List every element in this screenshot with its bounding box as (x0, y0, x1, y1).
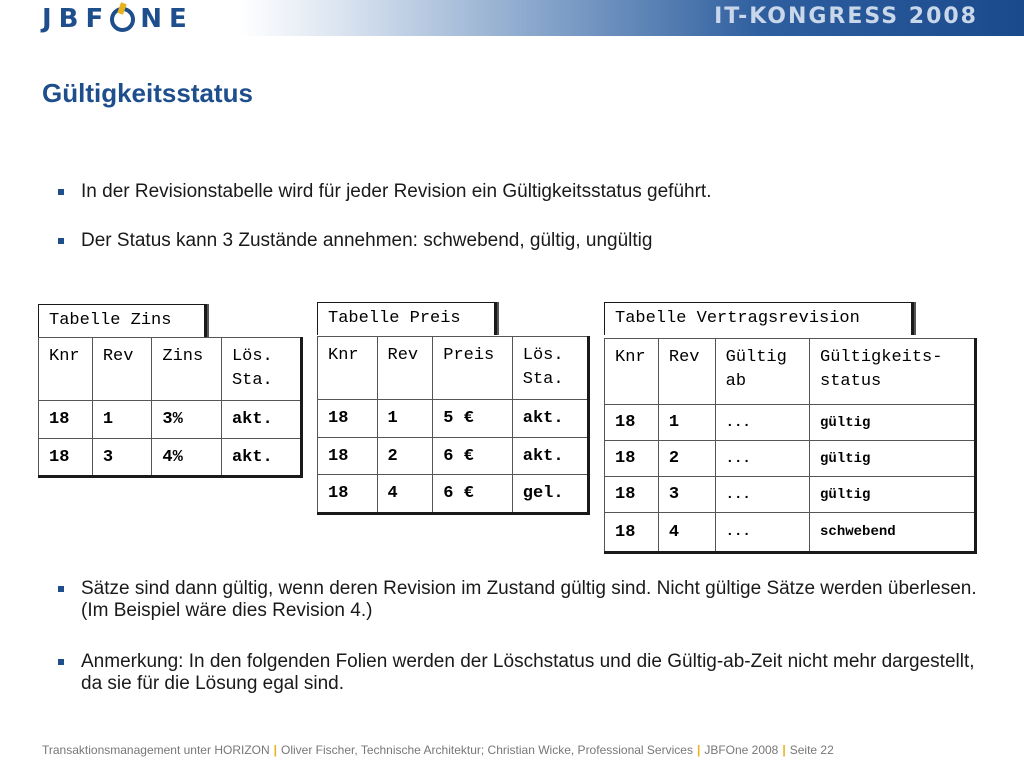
table-cell: 5 € (433, 400, 513, 438)
table-cell: ... (715, 441, 809, 477)
bullet-square-icon (58, 659, 64, 665)
table-vertrag (604, 338, 977, 554)
table-cell: 18 (318, 475, 378, 514)
column-header: Gültig ab (715, 339, 809, 405)
table-cell: 18 (318, 400, 378, 438)
bullet-square-icon (58, 189, 64, 195)
table-cell: schwebend (810, 513, 976, 553)
table-cell: 6 € (433, 438, 513, 475)
table-cell: ... (715, 477, 809, 513)
event-title: IT-KONGRESS 2008 (714, 4, 978, 29)
table-cell: akt. (221, 401, 301, 439)
logo-text-ne: NE (140, 4, 194, 34)
table-row (318, 438, 589, 475)
table-cell: akt. (512, 400, 588, 438)
table-cell: 6 € (433, 475, 513, 514)
footer-title: Transaktionsmanagement unter HORIZON (42, 743, 270, 757)
table-header-row (39, 338, 302, 401)
bullet-text: Der Status kann 3 Zustände annehmen: schwebend, gültig, ungültig (81, 230, 653, 251)
footer-separator: | (782, 743, 786, 757)
table-preis (317, 336, 590, 515)
table-row (318, 475, 589, 514)
bullet-item (58, 578, 978, 622)
column-header: Lös. Sta. (512, 337, 588, 400)
table-cell: 3 (92, 439, 152, 477)
table-row (605, 513, 976, 553)
bullet-square-icon (58, 586, 64, 592)
table-cell: 18 (39, 439, 93, 477)
column-header: Knr (39, 338, 93, 401)
column-header: Rev (658, 339, 715, 405)
footer-authors: Oliver Fischer, Technische Architektur; Christian Wicke, Professional Services (281, 743, 693, 757)
table-row (605, 405, 976, 441)
bullet-text: In der Revisionstabelle wird für jeder Revision ein Gültigkeitsstatus geführt. (81, 181, 712, 202)
table-cell: 1 (92, 401, 152, 439)
bullet-text: Sätze sind dann gültig, wenn deren Revision im Zustand gültig sind. Nicht gültige Sätze werden überlesen. (Im Beispiel wäre dies Revision 4.) (81, 578, 977, 621)
bullet-square-icon (58, 238, 64, 244)
table-cell: gültig (810, 477, 976, 513)
table-cell: 3% (152, 401, 222, 439)
bullet-item (58, 651, 978, 695)
table-header-row (605, 339, 976, 405)
bullet-item (58, 230, 978, 252)
table-cell: gel. (512, 475, 588, 514)
column-header: Knr (318, 337, 378, 400)
table-cell: 18 (605, 441, 659, 477)
table-cell: 18 (605, 477, 659, 513)
table-cell: 4 (658, 513, 715, 553)
table-cell: akt. (221, 439, 301, 477)
table-cell: gültig (810, 405, 976, 441)
column-header: Rev (92, 338, 152, 401)
table-zins-title: Tabelle Zins (38, 304, 207, 337)
column-header: Gültigkeits- status (810, 339, 976, 405)
footer-separator: | (696, 743, 701, 757)
table-row (39, 439, 302, 477)
table-cell: 2 (377, 438, 433, 475)
logo-text-jbf: JBF (42, 4, 111, 34)
table-cell: ... (715, 405, 809, 441)
table-preis-title: Tabelle Preis (317, 302, 497, 335)
table-cell: 4 (377, 475, 433, 514)
column-header: Knr (605, 339, 659, 405)
logo-ring-icon (110, 7, 135, 32)
table-header-row (318, 337, 589, 400)
table-cell: 1 (658, 405, 715, 441)
column-header: Rev (377, 337, 433, 400)
footer (42, 743, 834, 757)
bullet-text: Anmerkung: In den folgenden Folien werden der Löschstatus und die Gültig-ab-Zeit nicht mehr dargestellt, da sie für die Lösung egal sind. (81, 651, 975, 694)
table-cell: 1 (377, 400, 433, 438)
table-cell: 2 (658, 441, 715, 477)
table-cell: 3 (658, 477, 715, 513)
footer-separator: | (273, 743, 278, 757)
table-row (605, 441, 976, 477)
table-row (318, 400, 589, 438)
column-header: Zins (152, 338, 222, 401)
table-zins (38, 337, 303, 478)
table-cell: 18 (605, 513, 659, 553)
table-cell: 18 (39, 401, 93, 439)
table-row (39, 401, 302, 439)
table-cell: gültig (810, 441, 976, 477)
table-cell: 18 (605, 405, 659, 441)
bullet-item (58, 181, 978, 203)
table-cell: ... (715, 513, 809, 553)
slide-title: Gültigkeitsstatus (42, 78, 253, 108)
table-cell: akt. (512, 438, 588, 475)
column-header: Preis (433, 337, 513, 400)
footer-page: Seite 22 (789, 743, 834, 757)
table-vertrag-title: Tabelle Vertragsrevision (604, 302, 914, 335)
footer-event: JBFOne 2008 (704, 743, 779, 757)
header-bar (0, 0, 1024, 36)
table-cell: 4% (152, 439, 222, 477)
jbfone-logo (42, 4, 194, 34)
column-header: Lös. Sta. (221, 338, 301, 401)
table-row (605, 477, 976, 513)
table-cell: 18 (318, 438, 378, 475)
